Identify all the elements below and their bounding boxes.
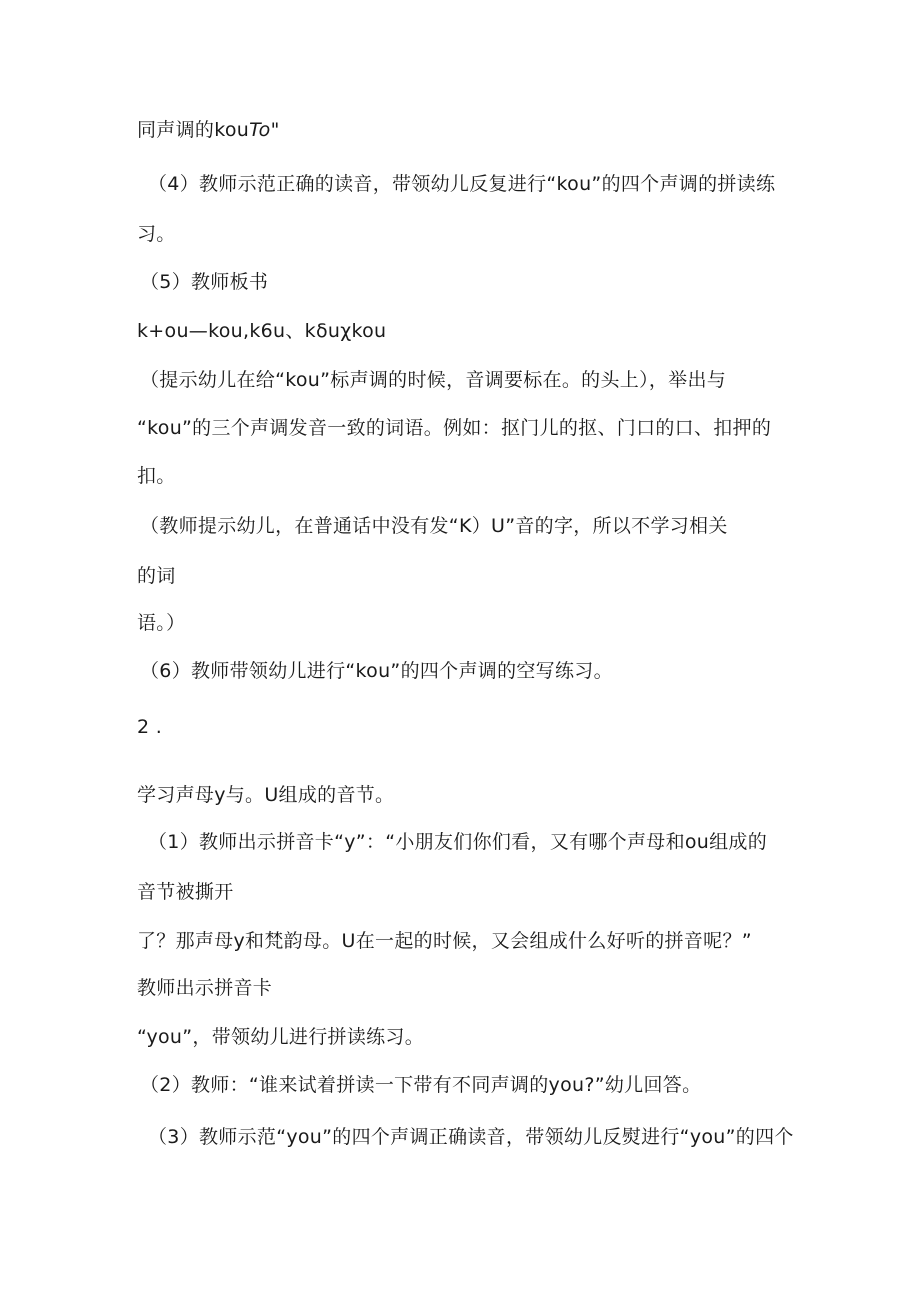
text-line [137, 118, 280, 142]
text-line: 的词 [137, 565, 176, 587]
text-line: 了？那声母y和梵韵母。U在一起的时候，又会组成什么好听的拼音呢？” [137, 930, 752, 952]
text-line: （教师提示幼儿，在普通话中没有发“K）U”音的字，所以不学习相关 [140, 515, 728, 537]
text-line: （4）教师示范正确的读音，带领幼儿反复进行“kou”的四个声调的拼读练 [148, 173, 776, 195]
text-line: 2 . [137, 716, 163, 738]
text-line: 扣。 [137, 465, 176, 487]
text-line: “kou”的三个声调发音一致的词语。例如：抠门儿的抠、门口的口、扣押的 [137, 417, 772, 439]
text-line: （2）教师：“谁来试着拼读一下带有不同声调的you?”幼儿回答。 [140, 1074, 702, 1096]
text-line: （5）教师板书 [140, 271, 269, 293]
text-line: （3）教师示范“you”的四个声调正确读音，带领幼儿反熨进行“you”的四个 [148, 1126, 794, 1148]
text-line: 学习声母y与。U组成的音节。 [137, 784, 395, 806]
text-line: 语。） [137, 612, 186, 634]
text-fragment-italic: To" [249, 119, 280, 141]
text-line: “you”，带领幼儿进行拼读练习。 [137, 1026, 425, 1048]
text-line: （1）教师出示拼音卡“y”：“小朋友们你们看，又有哪个声母和ou组成的 [148, 831, 768, 853]
text-line: （6）教师带领幼儿进行“kou”的四个声调的空写练习。 [140, 660, 613, 682]
text-fragment: 同声调的kou [137, 119, 250, 141]
text-line: k+ou—kou,k6u、kδuχkou [137, 320, 387, 342]
text-line: 习。 [137, 223, 176, 245]
text-line: （提示幼儿在给“kou”标声调的时候，音调要标在。的头上），举出与 [140, 369, 727, 391]
text-line: 教师出示拼音卡 [137, 977, 273, 999]
text-line: 音节被撕开 [137, 881, 234, 903]
